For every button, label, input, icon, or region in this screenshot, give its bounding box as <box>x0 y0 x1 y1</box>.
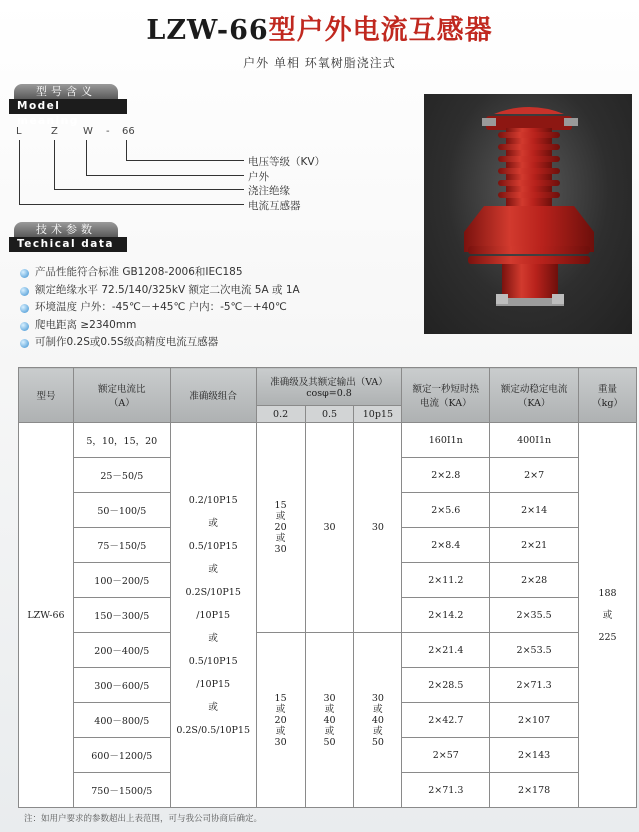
cell-thermal: 2×11.2 <box>402 563 490 598</box>
model-number: LZW-66 <box>146 15 269 46</box>
leader-line-ct <box>19 140 244 205</box>
cell-ratio: 75－150/5 <box>73 528 170 563</box>
model-meaning-tag-cn: 型号含义 <box>14 84 118 99</box>
class-combo-line: 0.2S/10P15 <box>185 586 241 598</box>
desc-outdoor: 户外 <box>248 171 269 183</box>
col-header-weight: 重量 （kg） <box>579 368 637 423</box>
class-combo-line: 或 <box>208 563 218 575</box>
cell-dynamic: 2×53.5 <box>490 633 579 668</box>
model-meaning-tag-en: Model meaning <box>9 99 127 114</box>
code-w: W <box>83 126 93 137</box>
table-row <box>19 423 637 458</box>
page-subtitle: 户外 单相 环氧树脂浇注式 <box>243 56 396 70</box>
class-combo-line: /10P15 <box>196 678 231 690</box>
list-item: 爬电距离 ≥2340mm <box>20 317 300 335</box>
cell-dynamic: 2×28 <box>490 563 579 598</box>
tech-data-tag-cn: 技术参数 <box>14 222 118 237</box>
cell-dynamic: 2×14 <box>490 493 579 528</box>
cell-thermal: 2×42.7 <box>402 703 490 738</box>
specs-table <box>18 367 637 808</box>
cell-thermal: 160I1n <box>402 423 490 458</box>
col-header-0-5: 0.5 <box>305 406 354 423</box>
class-combo-line: 0.2S/0.5/10P15 <box>176 724 251 736</box>
cell-dynamic: 2×21 <box>490 528 579 563</box>
cell-output-0-5-lower: 30 或 40 或 50 <box>305 633 354 808</box>
col-header-0-2: 0.2 <box>256 406 305 423</box>
col-header-class-combo: 准确级组合 <box>170 368 256 423</box>
cell-ratio: 25－50/5 <box>73 458 170 493</box>
list-item: 环境温度 户外：-45℃－+45℃ 户内：-5℃－+40℃ <box>20 299 300 317</box>
footnote: 注：如用户要求的参数超出上表范围，可与我公司协商后确定。 <box>24 814 263 824</box>
cell-thermal: 2×71.3 <box>402 773 490 808</box>
list-item: 可制作0.2S或0.5S级高精度电流互感器 <box>20 334 300 352</box>
class-combo-line: 0.2/10P15 <box>188 494 238 506</box>
current-transformer-illustration <box>424 94 632 334</box>
cell-output-0-2-lower: 15 或 20 或 30 <box>256 633 305 808</box>
cell-thermal: 2×28.5 <box>402 668 490 703</box>
code-dash: - <box>106 126 110 137</box>
cell-weight: 188 或 225 <box>579 423 637 808</box>
col-header-dynamic: 额定动稳定电流 （KA） <box>490 368 579 423</box>
cell-ratio: 150－300/5 <box>73 598 170 633</box>
product-name: 型户外电流互感器 <box>268 15 493 46</box>
list-item: 额定绝缘水平 72.5/140/325kV 额定二次电流 5A 或 1A <box>20 282 300 300</box>
cell-output-10p15-upper: 30 <box>354 423 402 633</box>
cell-dynamic: 400I1n <box>490 423 579 458</box>
code-66: 66 <box>122 126 135 137</box>
desc-cast-insulation: 浇注绝缘 <box>248 185 290 197</box>
model-meaning-tag <box>9 84 127 127</box>
page-title <box>0 8 639 47</box>
cell-dynamic: 2×35.5 <box>490 598 579 633</box>
col-header-thermal: 额定一秒短时热 电流（KA） <box>402 368 490 423</box>
cell-output-10p15-lower: 30 或 40 或 50 <box>354 633 402 808</box>
cell-dynamic: 2×107 <box>490 703 579 738</box>
cell-thermal: 2×14.2 <box>402 598 490 633</box>
class-combo-line: 或 <box>208 632 218 644</box>
cell-thermal: 2×5.6 <box>402 493 490 528</box>
product-photo <box>424 94 632 334</box>
cell-ratio: 5，10，15，20 <box>73 423 170 458</box>
code-l: L <box>16 126 22 137</box>
cell-ratio: 200－400/5 <box>73 633 170 668</box>
cell-dynamic: 2×7 <box>490 458 579 493</box>
cell-output-0-5-upper: 30 <box>305 423 354 633</box>
desc-current-transformer: 电流互感器 <box>248 200 301 212</box>
tech-data-tag-en: Techical data <box>9 237 127 252</box>
code-z: Z <box>51 126 58 137</box>
cell-output-0-2-upper: 15 或 20 或 30 <box>256 423 305 633</box>
cell-dynamic: 2×178 <box>490 773 579 808</box>
desc-voltage: 电压等级（KV） <box>248 156 326 168</box>
cell-ratio: 400－800/5 <box>73 703 170 738</box>
cell-ratio: 100－200/5 <box>73 563 170 598</box>
col-header-model: 型号 <box>19 368 74 423</box>
cell-thermal: 2×8.4 <box>402 528 490 563</box>
col-header-ratio: 额定电流比 （A） <box>73 368 170 423</box>
class-combo-line: /10P15 <box>196 609 231 621</box>
class-combo-line: 或 <box>208 701 218 713</box>
tech-data-tag <box>9 222 127 252</box>
cell-thermal: 2×21.4 <box>402 633 490 668</box>
cell-ratio: 600－1200/5 <box>73 738 170 773</box>
class-combo-line: 或 <box>208 517 218 529</box>
cell-thermal: 2×2.8 <box>402 458 490 493</box>
class-combo-line: 0.5/10P15 <box>188 655 238 667</box>
cell-dynamic: 2×143 <box>490 738 579 773</box>
col-header-output: 准确级及其额定输出（VA） cosφ=0.8 <box>256 368 402 406</box>
cell-thermal: 2×57 <box>402 738 490 773</box>
table-row <box>19 633 637 668</box>
cell-ratio: 300－600/5 <box>73 668 170 703</box>
cell-dynamic: 2×71.3 <box>490 668 579 703</box>
cell-ratio: 50－100/5 <box>73 493 170 528</box>
list-item: 产品性能符合标准 GB1208-2006和IEC185 <box>20 264 300 282</box>
cell-class-combo <box>170 423 256 808</box>
cell-ratio: 750－1500/5 <box>73 773 170 808</box>
col-header-10p15: 10p15 <box>354 406 402 423</box>
class-combo-line: 0.5/10P15 <box>188 540 238 552</box>
tech-data-list <box>20 264 300 352</box>
model-meaning-diagram <box>10 120 390 220</box>
cell-model: LZW-66 <box>19 423 74 808</box>
